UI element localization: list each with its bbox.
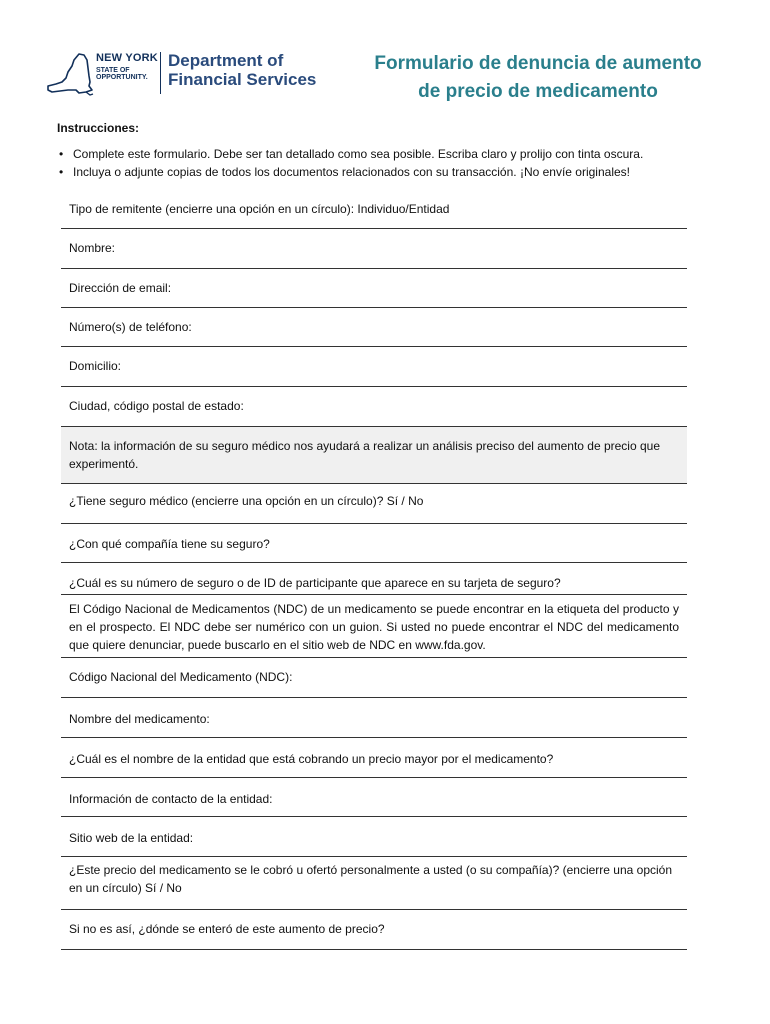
instructions-heading: Instrucciones: xyxy=(57,121,140,135)
instructions-list xyxy=(57,145,643,181)
ndc-info-note: El Código Nacional de Medicamentos (NDC) de un medicamento se puede encontrar en la etiqueta del producto y en el prospecto. El NDC debe ser numérico con un guion. Si usted no puede encontrar el NDC del medicamento que quiere denunciar, puede buscarlo en el sitio web de NDC en www.fda.gov. xyxy=(61,595,687,658)
department-line-2: Financial Services xyxy=(168,70,317,89)
insurance-note: Nota: la información de su seguro médico nos ayudará a realizar un análisis preciso del aumento de precio que experimentó. xyxy=(61,427,687,484)
form-field-phone[interactable]: Número(s) de teléfono: xyxy=(61,308,687,347)
document-title-line-1: Formulario de denuncia de aumento xyxy=(374,53,702,74)
form-field-city-zip[interactable]: Ciudad, código postal de estado: xyxy=(61,387,687,427)
complaint-form xyxy=(61,193,687,950)
department-line-1: Department of xyxy=(168,51,284,70)
form-field-insurance-id[interactable]: ¿Cuál es su número de seguro o de ID de participante que aparece en su tarjeta de seguro? xyxy=(61,563,687,595)
logo-line-3: OPPORTUNITY. xyxy=(96,74,148,81)
document-title xyxy=(348,50,728,106)
form-field-address[interactable]: Domicilio: xyxy=(61,347,687,387)
form-field-name[interactable]: Nombre: xyxy=(61,229,687,269)
form-field-insurance-company[interactable]: ¿Con qué compañía tiene su seguro? xyxy=(61,524,687,563)
new-york-state-map-icon xyxy=(46,52,94,98)
logo-line-1: NEW YORK xyxy=(96,52,158,64)
form-field-charged-personally[interactable]: ¿Este precio del medicamento se le cobró u ofertó personalmente a usted (o su compañía)? (encierre una opción en un círculo) Sí / No xyxy=(61,857,687,910)
form-field-entity-contact[interactable]: Información de contacto de la entidad: xyxy=(61,778,687,817)
form-field-has-insurance[interactable]: ¿Tiene seguro médico (encierre una opción en un círculo)? Sí / No xyxy=(61,484,687,524)
form-field-entity-name[interactable]: ¿Cuál es el nombre de la entidad que está cobrando un precio mayor por el medicamento? xyxy=(61,738,687,778)
ny-state-logo xyxy=(96,53,158,81)
instruction-item: • Complete este formulario. Debe ser tan detallado como sea posible. Escriba claro y prolijo con tinta oscura. xyxy=(57,145,643,163)
logo-divider xyxy=(160,52,161,94)
form-field-sender-type[interactable]: Tipo de remitente (encierre una opción en un círculo): Individuo/Entidad xyxy=(61,193,687,229)
form-field-ndc[interactable]: Código Nacional del Medicamento (NDC): xyxy=(61,658,687,698)
instruction-item: • Incluya o adjunte copias de todos los documentos relacionados con su transacción. ¡No envíe originales! xyxy=(57,163,643,181)
document-title-line-2: de precio de medicamento xyxy=(418,81,658,102)
form-field-drug-name[interactable]: Nombre del medicamento: xyxy=(61,698,687,738)
form-field-how-learned[interactable]: Si no es así, ¿dónde se enteró de este aumento de precio? xyxy=(61,910,687,950)
form-field-entity-website[interactable]: Sitio web de la entidad: xyxy=(61,817,687,857)
page-header xyxy=(0,0,770,110)
logo-line-2: STATE OF xyxy=(96,67,130,74)
form-field-email[interactable]: Dirección de email: xyxy=(61,269,687,308)
department-name xyxy=(168,51,316,89)
